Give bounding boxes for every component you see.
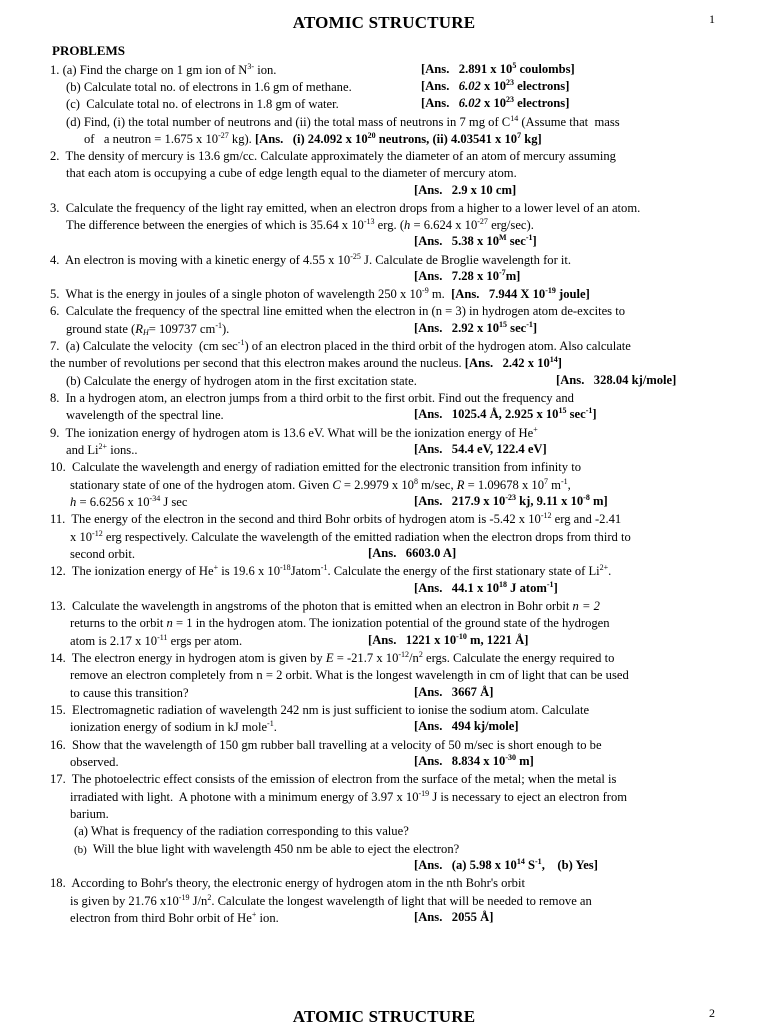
answer-text: [Ans. 6.02 x $10^{23}$ electrons] bbox=[421, 78, 570, 93]
answer-text: [Ans. 8.834 x $10^{-30}$ m] bbox=[414, 753, 534, 768]
answer-text: [Ans. 54.4 eV, 122.4 eV] bbox=[414, 442, 547, 456]
problem-line: h = 6.6256 x $10^{-34}$ J sec bbox=[70, 494, 188, 509]
page-title: ATOMIC STRUCTURE bbox=[292, 13, 476, 32]
answer-text: [Ans. 2055 Å] bbox=[414, 910, 494, 924]
problem-line: 16. Show that the wavelength of 150 gm rubber ball travelling at a velocity of 50 m/sec is short enough to be bbox=[50, 738, 602, 752]
answer-text: [Ans. 328.04 kj/mole] bbox=[556, 373, 677, 387]
problem-line: barium. bbox=[70, 807, 109, 821]
problem-line: irradiated with light. A photone with a minimum energy of 3.97 x $10^{-19}$ J is necessary to eject an electron from bbox=[70, 789, 628, 804]
answer-text: [Ans. 494 kj/mole] bbox=[414, 719, 519, 733]
problem-line: wavelength of the spectral line. bbox=[66, 408, 224, 422]
problem-line: 1. (a) Find the charge on 1 gm ion of $N^{3-}$ ion. bbox=[50, 62, 277, 77]
problem-line: 14. The electron energy in hydrogen atom is given by E = -21.7 x $10^{-12}/n^2$ ergs. Calculate the energy required to bbox=[50, 650, 615, 665]
answer-text: [Ans. 2.891 x $10^5$ coulombs] bbox=[421, 61, 575, 76]
answer-text: [Ans. 2.92 x $10^{15}$ $\sec^{-1}$] bbox=[414, 320, 538, 335]
problem-line: that each atom is occupying a cube of edge length equal to the diameter of mercury atom. bbox=[66, 166, 517, 180]
problem-line: and $Li^{2+}$ ions.. bbox=[66, 442, 138, 457]
problem-line: 4. An electron is moving with a kinetic energy of 4.55 x $10^{-25}$ J. Calculate de Broglie wavelength for it. bbox=[50, 252, 572, 267]
problem-line: 12. The ionization energy of He+ is 19.6 x $10^{-18}Jatom^{-1}$. Calculate the energy of the first stationary state of $Li^{2+}$. bbox=[50, 563, 612, 578]
problem-line: second orbit. bbox=[70, 547, 136, 561]
answer-text: [Ans. 7.28 x $10^{-7}m$] bbox=[414, 268, 521, 283]
problem-line: returns to the orbit n = 1 in the hydrogen atom. The ionization potential of the ground state of the hydrogen bbox=[70, 616, 610, 630]
problem-line: 5. What is the energy in joules of a single photon of wavelength 250 x $10^{-9}$ m. [Ans. 7.944 X $10^{-19}$ joule] bbox=[50, 286, 590, 301]
answer-text: [Ans. (a) 5.98 x $10^{14}$ $S^{-1}$, (b) Yes] bbox=[414, 857, 598, 872]
problem-line: atom is 2.17 x $10^{-11}$ ergs per atom. bbox=[70, 633, 243, 648]
problem-line: 3. Calculate the frequency of the light ray emitted, when an electron drops from a higher to a lower level of an atom. bbox=[50, 201, 641, 215]
answer-text: [Ans. 3667 Å] bbox=[414, 685, 494, 699]
problem-line: to cause this transition? bbox=[70, 686, 189, 700]
problem-line: of a neutron = 1.675 x $10^{-27}$ kg). [Ans. (i) 24.092 x $10^{20}$ neutrons, (ii) 4.03541 x $10^7$ kg] bbox=[84, 131, 542, 146]
problem-line: The difference between the energies of which is 35.64 x $10^{-13}$ erg. (h = 6.624 x $10^{-27}$ erg/sec). bbox=[66, 217, 534, 232]
problems-heading: PROBLEMS bbox=[52, 43, 125, 58]
problem-line: 8. In a hydrogen atom, an electron jumps from a third orbit to the first orbit. Find out the frequency and bbox=[50, 391, 574, 405]
answer-text: [Ans. 217.9 x $10^{-23}$ kj, 9.11 x $10^{-8}$ m] bbox=[414, 493, 608, 508]
answer-text: [Ans. 6.02 x $10^{23}$ electrons] bbox=[421, 95, 570, 110]
problem-line: stationary state of one of the hydrogen atom. Given C = 2.9979 x $10^8$ m/sec, R = 1.09678 x $10^7$ $m^{-1}$, bbox=[70, 477, 571, 492]
answer-text: [Ans. 1221 x $10^{-10}$ m, 1221 Å] bbox=[368, 632, 529, 647]
problem-line: x $10^{-12}$ erg respectively. Calculate the wavelength of the emitted radiation when the electron drops from third to bbox=[70, 529, 631, 544]
problem-line: observed. bbox=[70, 755, 119, 769]
problem-line: 9. The ionization energy of hydrogen atom is 13.6 eV. What will be the ionization energy of He+ bbox=[50, 425, 538, 440]
page-number-2: 2 bbox=[709, 1006, 715, 1020]
problem-line: 17. The photoelectric effect consists of the emission of electron from the surface of the metal; when the metal is bbox=[50, 772, 617, 786]
answer-text: [Ans. 2.9 x 10 cm] bbox=[414, 183, 517, 197]
answer-text: [Ans. 44.1 x $10^{18}$ J atom$^{-1}$] bbox=[414, 580, 558, 595]
problem-line: (b) Calculate total no. of electrons in 1.6 gm of methane. bbox=[66, 80, 352, 94]
problem-line: ground state ($R_H= 109737$ $cm^{-1}$). bbox=[66, 321, 230, 337]
answer-text: [Ans. 6603.0 A] bbox=[368, 546, 457, 560]
problem-line: (d) Find, (i) the total number of neutrons and (ii) the total mass of neutrons in 7 mg of $C^{14}$ (Assume that mass bbox=[66, 114, 620, 129]
problem-line: is given by 21.76 $x10^{-19}$ $J/n^2$. Calculate the longest wavelength of light that will be needed to remove an bbox=[70, 893, 592, 908]
problem-line: 7. (a) Calculate the velocity (cm $\sec^{-1}$) of an electron placed in the third orbit of the hydrogen atom. Also calculate bbox=[50, 338, 631, 353]
page-number: 1 bbox=[709, 12, 715, 26]
problem-line: (b) Calculate the energy of hydrogen atom in the first excitation state. bbox=[66, 374, 417, 388]
problem-line: 10. Calculate the wavelength and energy of radiation emitted for the electronic transition from infinity to bbox=[50, 460, 581, 474]
problem-line: electron from third Bohr orbit of He+ ion. bbox=[70, 910, 279, 925]
problem-line: 2. The density of mercury is 13.6 gm/cc. Calculate approximately the diameter of an atom of mercury assuming bbox=[50, 149, 616, 163]
problem-line: the number of revolutions per second that this electron makes around the nucleus. [Ans. 2.42 x $10^{14}$] bbox=[50, 355, 562, 370]
problem-line: remove an electron completely from n = 2 orbit. What is the longest wavelength in cm of light that can be used bbox=[70, 668, 629, 682]
problem-line: 15. Electromagnetic radiation of wavelength 242 nm is just sufficient to ionise the sodium atom. Calculate bbox=[50, 703, 590, 717]
problem-line: 18. According to Bohr's theory, the electronic energy of hydrogen atom in the nth Bohr's orbit bbox=[50, 876, 525, 890]
page-title-2: ATOMIC STRUCTURE bbox=[292, 1007, 476, 1026]
answer-text: [Ans. 5.38 x $10^M$ $\sec^{-1}$] bbox=[414, 233, 537, 248]
problem-line: (a) What is frequency of the radiation corresponding to this value? bbox=[74, 824, 409, 838]
problem-line: 6. Calculate the frequency of the spectral line emitted when the electron in (n = 3) in hydrogen atom de-excites to bbox=[50, 304, 626, 318]
problem-line: 13. Calculate the wavelength in angstroms of the photon that is emitted when an electron in Bohr orbit n = 2 bbox=[50, 599, 600, 613]
problem-line: (c) Calculate total no. of electrons in 1.8 gm of water. bbox=[66, 97, 339, 111]
answer-text: [Ans. 1025.4 Å, 2.925 x $10^{15}$ $\sec^{-1}$] bbox=[414, 406, 597, 421]
problem-line: (b) Will the blue light with wavelength 450 nm be able to eject the electron? bbox=[74, 842, 460, 856]
problem-line: ionization energy of sodium in kJ mole$^{-1}$. bbox=[70, 719, 277, 734]
problem-line: 11. The energy of the electron in the second and third Bohr orbits of hydrogen atom is -5.42 x $10^{-12}$ erg and -2.41 bbox=[50, 511, 622, 526]
